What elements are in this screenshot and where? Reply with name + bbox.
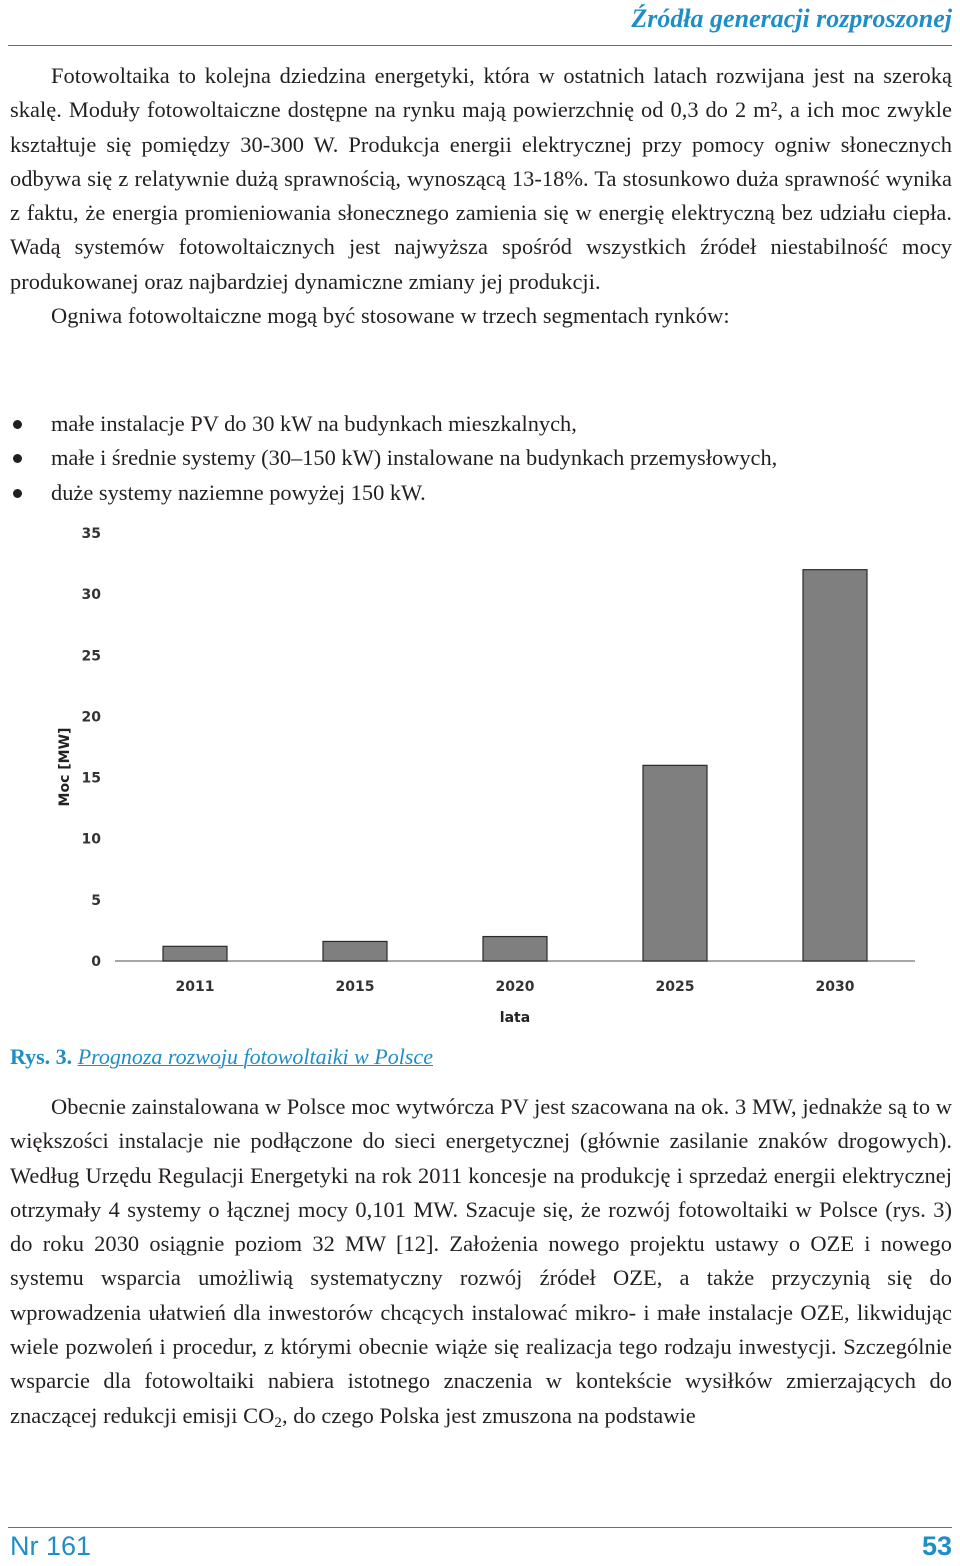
y-axis-label: Moc [MW] bbox=[57, 727, 73, 807]
y-tick-label: 10 bbox=[81, 831, 101, 848]
bar-2030 bbox=[803, 570, 867, 961]
figure-number: Rys. 3. bbox=[10, 1044, 73, 1069]
co2-subscript: 2 bbox=[274, 1414, 282, 1431]
header-divider bbox=[8, 45, 952, 46]
x-tick-label: 2030 bbox=[815, 979, 855, 995]
list-item-text: duże systemy naziemne powyżej 150 kW. bbox=[51, 479, 426, 505]
outro-text-main: Obecnie zainstalowana w Polsce moc wytwórcza PV jest szacowana na ok. 3 MW, jednakże są to w większości instalacje nie podłączone do sieci energetycznej (głównie zasilanie znaków drogowych). Według Urzędu Regulacji Energetyki na rok 2011 koncesje na produkcję i sprzedaż energii elektrycznej otrzymały 4 systemy o łącznej mocy 0,101 MW. Szacuje się, że rozwój fotowoltaiki w Polsce (rys. 3) do roku 2030 osiągnie poziom 32 MW [12]. Założenia nowego projektu ustawy o OZE i nowego systemu wsparcia umożliwią systematyczny rozwój źródeł OZE, a także przyczynią się do wprowadzenia ułatwień dla inwestorów chcących instalować mikro- i małe instalacje OZE, likwidując wiele pozwoleń i procedur, z którymi obecnie wiąże się realizacja tego rodzaju inwestycji. Szczególnie wsparcie dla fotowoltaiki nabiera istotnego znaczenia w kontekście wysiłków zmierzających do znaczącej redukcji emisji CO bbox=[10, 1094, 952, 1428]
x-tick-label: 2011 bbox=[175, 979, 215, 995]
bar-2020 bbox=[483, 937, 547, 961]
intro-paragraph-2: Ogniwa fotowoltaiczne mogą być stosowane w trzech segmentach rynków: bbox=[51, 303, 730, 329]
list-item bbox=[10, 441, 952, 475]
footer-divider bbox=[8, 1527, 952, 1528]
running-header: Źródła generacji rozproszonej bbox=[631, 4, 952, 33]
y-tick-label: 20 bbox=[81, 709, 101, 726]
y-tick-label: 30 bbox=[81, 587, 101, 604]
figure-caption bbox=[10, 1044, 433, 1070]
x-axis-label: lata bbox=[499, 1010, 531, 1026]
list-item bbox=[10, 476, 952, 510]
outro-paragraph bbox=[10, 1090, 952, 1433]
bullet-icon bbox=[13, 420, 22, 429]
page-number: 53 bbox=[921, 1531, 952, 1561]
outro-text-tail: , do czego Polska jest zmuszona na podstawie bbox=[281, 1402, 696, 1428]
x-tick-label: 2015 bbox=[335, 979, 375, 995]
list-item-text: małe instalacje PV do 30 kW na budynkach mieszkalnych, bbox=[51, 411, 577, 436]
issue-number: Nr 161 bbox=[10, 1531, 92, 1561]
pv-forecast-chart bbox=[0, 515, 960, 1035]
y-tick-label: 15 bbox=[81, 770, 101, 787]
bar-2011 bbox=[163, 946, 227, 961]
outro-text bbox=[10, 1090, 952, 1433]
y-tick-label: 35 bbox=[81, 526, 101, 542]
y-tick-label: 0 bbox=[91, 954, 101, 970]
list-item-text: małe i średnie systemy (30–150 kW) instalowane na budynkach przemysłowych, bbox=[51, 445, 778, 471]
figure-title: Prognoza rozwoju fotowoltaiki w Polsce bbox=[77, 1044, 433, 1069]
market-segments-list bbox=[10, 407, 952, 510]
bar-2015 bbox=[323, 941, 387, 961]
list-item bbox=[10, 407, 952, 441]
bar-2025 bbox=[643, 765, 707, 961]
bullet-icon bbox=[13, 489, 22, 498]
x-tick-label: 2020 bbox=[495, 979, 535, 995]
y-tick-label: 25 bbox=[81, 648, 101, 665]
bullet-icon bbox=[13, 454, 22, 463]
intro-text bbox=[10, 59, 952, 333]
y-tick-label: 5 bbox=[91, 892, 101, 909]
intro-paragraph-1: Fotowoltaika to kolejna dziedzina energetyki, która w ostatnich latach rozwijana jest na szeroką skalę. Moduły fotowoltaiczne dostępne na rynku mają powierzchnię od 0,3 do 2 m², a ich moc zwykle kształtuje się pomiędzy 30-300 W. Produkcja energii elektrycznej przy pomocy ogniw słonecznych odbywa się z relatywnie dużą sprawnością, wynoszącą 13-18%. Ta stosunkowo duża sprawność wynika z faktu, że energia promieniowania słonecznego zamienia się w energię elektryczną bez udziału ciepła. Wadą systemów fotowoltaicznych jest najwyższa spośród wszystkich źródeł niestabilność mocy produkowanej oraz najbardziej dynamiczne zmiany jej produkcji. bbox=[10, 63, 952, 294]
x-tick-label: 2025 bbox=[655, 979, 695, 995]
